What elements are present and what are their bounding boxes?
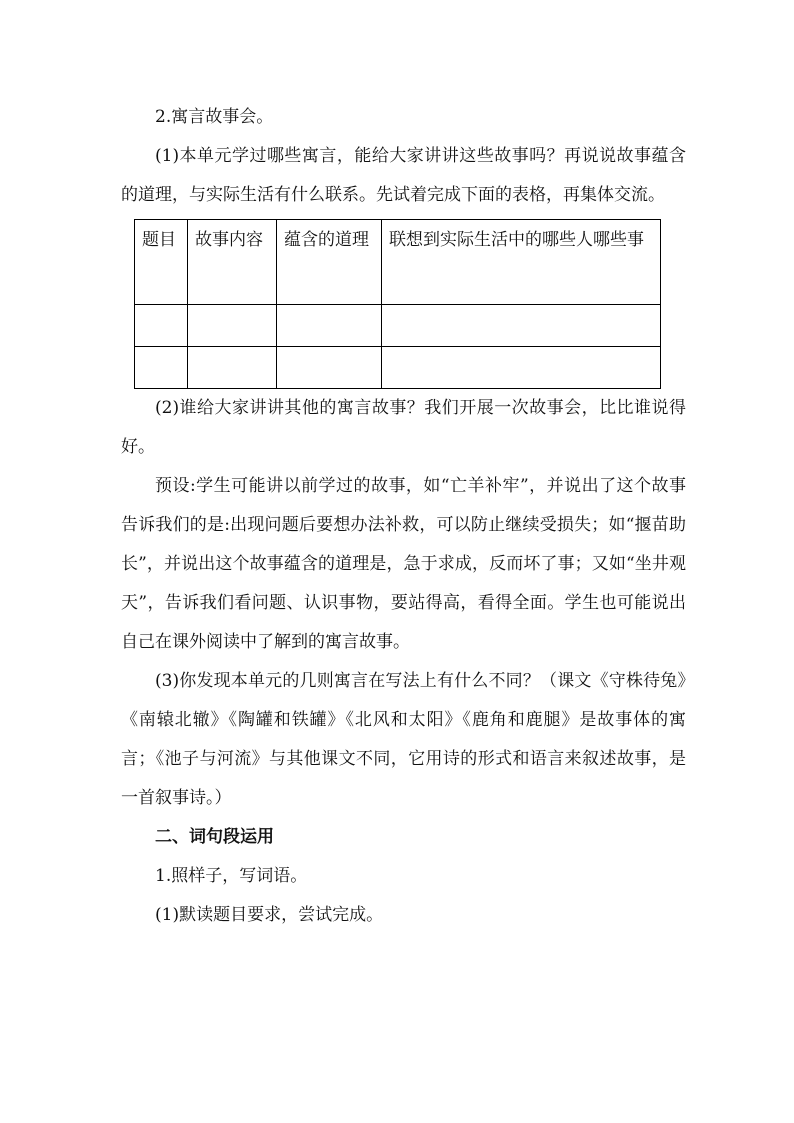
table-header-cell: 联想到实际生活中的哪些人哪些事 (382, 220, 661, 305)
table-cell (135, 305, 188, 347)
table-header-cell: 故事内容 (188, 220, 277, 305)
question-2-text: (2)谁给大家讲讲其他的寓言故事？我们开展一次故事会，比比谁说得好。 (121, 398, 686, 457)
table-row (135, 305, 661, 347)
document-page (121, 98, 686, 935)
table-cell (188, 305, 277, 347)
table-row (135, 347, 661, 389)
table-header-row (135, 220, 661, 305)
table-cell (188, 347, 277, 389)
table-header-cell: 题目 (135, 220, 188, 305)
fable-table-wrapper (134, 219, 686, 389)
section-2-heading: 二、词句段运用 (155, 827, 274, 847)
table-cell (277, 305, 382, 347)
item-1-heading: 1.照样子，写词语。 (155, 866, 308, 886)
table-cell (382, 305, 661, 347)
table-cell (382, 347, 661, 389)
table-cell (277, 347, 382, 389)
preset-answer-text: 预设:学生可能讲以前学过的故事，如“亡羊补牢”，并说出了这个故事告诉我们的是:出现问题后要想办法补救，可以防止继续受损失；如“揠苗助长”，并说出这个故事蕴含的道理是，急于求成，反而坏了事；又如“坐井观天”，告诉我们看问题、认识事物，要站得高，看得全面。学生也可能说出自己在课外阅读中了解到的寓言故事。 (121, 476, 686, 652)
item-1-question-1: (1)默读题目要求，尝试完成。 (155, 905, 384, 925)
question-1-text: (1)本单元学过哪些寓言，能给大家讲讲这些故事吗？再说说故事蕴含的道理，与实际生活有什么联系。先试着完成下面的表格，再集体交流。 (121, 146, 686, 205)
table-cell (135, 347, 188, 389)
table-header-cell: 蕴含的道理 (277, 220, 382, 305)
fable-table (134, 219, 661, 389)
section-heading-fable: 2.寓言故事会。 (155, 107, 274, 127)
question-3-text: (3)你发现本单元的几则寓言在写法上有什么不同？（课文《守株待兔》《南辕北辙》《陶罐和铁罐》《北风和太阳》《鹿角和鹿腿》是故事体的寓言；《池子与河流》与其他课文不同，它用诗的形式和语言来叙述故事，是一首叙事诗。） (121, 671, 686, 808)
